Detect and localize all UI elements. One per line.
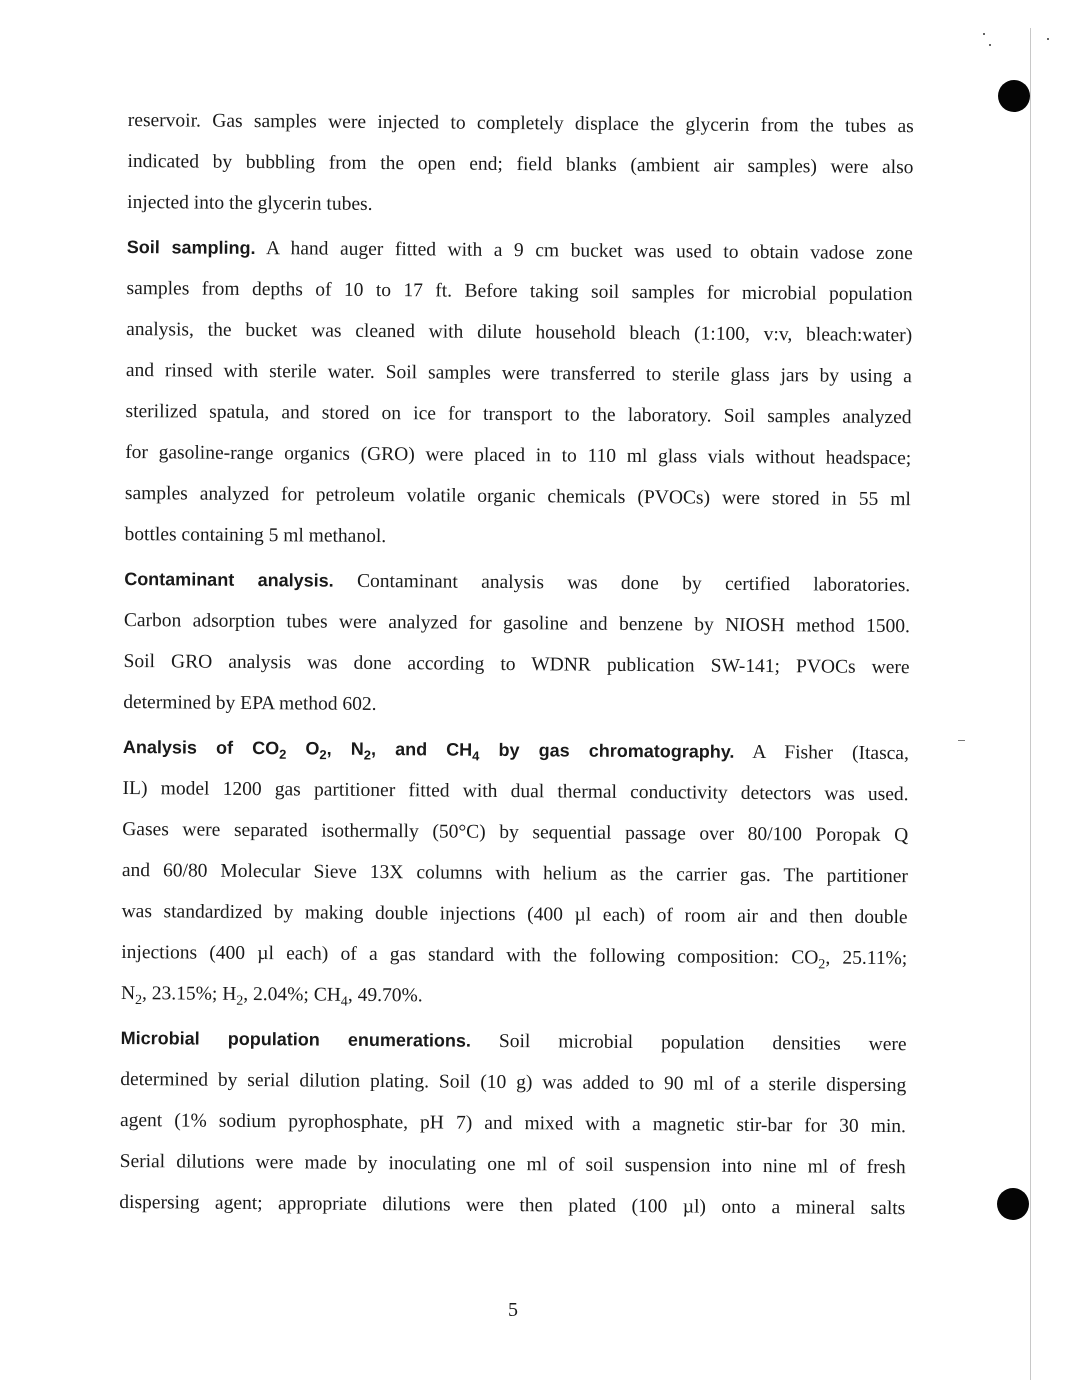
text-line: Serial dilutions were made by inoculating one ml of soil suspension into nine ml of fresh [119,1150,906,1179]
text-line: and 60/80 Molecular Sieve 13X columns with helium as the carrier gas. The partitioner [121,859,909,888]
section-heading-gas-chromatography: Analysis of $CO_2$ $O_2$, $N_2$, and $CH_4$ by gas chromatography. [122,736,735,764]
text-line: determined by serial dilution plating. Soil (10 g) was added to 90 ml of a sterile dispersing [120,1068,907,1097]
punch-hole-bottom [997,1188,1029,1220]
text-line: injected into the glycerin tubes. [127,191,373,215]
paragraph-intro [127,100,914,229]
text-line: dispersing agent; appropriate dilutions were then plated (100 µl) onto a mineral salts [119,1191,906,1220]
text-line: determined by EPA method 602. [123,691,377,715]
text-line: bottles containing 5 ml methanol. [124,523,387,548]
paragraph-contaminant-analysis [123,559,910,729]
text-segment: Contaminant analysis was done by certified laboratories. [357,570,911,597]
paragraph-microbial-enumerations [119,1018,907,1229]
page-number: 5 [508,1299,518,1321]
text-line [123,727,909,774]
text-line [124,559,910,606]
text-segment: A hand auger fitted with a 9 cm bucket was used to obtain vadose zone [265,238,913,265]
text-segment: A Fisher (Itasca, [752,741,909,765]
text-segment: Soil microbial population densities were [498,1030,907,1056]
speck-mark [1047,38,1049,40]
text-line: Soil GRO analysis was done according to WDNR publication SW-141; PVOCs were [123,650,910,679]
text-line: IL) model 1200 gas partitioner fitted with dual thermal conductivity detectors was used. [122,777,909,806]
text-line [127,227,913,274]
section-heading-microbial: Microbial population enumerations. [120,1027,471,1051]
text-line: injections (400 µl each) of a gas standard with the following composition: $CO_2$, 25.11%; [121,941,908,973]
paragraph-gas-chromatography [121,727,909,1020]
section-heading-contaminant-analysis: Contaminant analysis. [124,568,334,591]
speck-mark [983,33,985,35]
text-line: and rinsed with sterile water. Soil samples were transferred to sterile glass jars by using a [125,359,912,388]
body-text [119,100,914,1229]
text-line: sterilized spatula, and stored on ice for transport to the laboratory. Soil samples analyzed [125,400,912,429]
stray-mark [958,740,965,741]
text-line: for gasoline-range organics (GRO) were placed in to 110 ml glass vials without headspace; [125,441,912,470]
text-line: reservoir. Gas samples were injected to completely displace the glycerin from the tubes as [127,109,914,138]
text-line: agent (1% sodium pyrophosphate, pH 7) and mixed with a magnetic stir-bar for 30 min. [119,1109,907,1138]
text-line: indicated by bubbling from the open end; field blanks (ambient air samples) were also [127,150,914,179]
paragraph-soil-sampling [124,227,913,561]
speck-mark [989,44,991,46]
text-line: was standardized by making double injections (400 µl each) of room air and then double [121,900,908,929]
text-line: samples from depths of 10 to 17 ft. Before taking soil samples for microbial population [126,277,913,306]
punch-hole-top [998,80,1030,112]
text-line: $N_2$, 23.15%; $H_2$, 2.04%; $CH_4$, 49.70%. [120,982,423,1010]
text-line [120,1018,906,1065]
text-line: samples analyzed for petroleum volatile organic chemicals (PVOCs) were stored in 55 ml [124,482,911,511]
page-edge-line [1030,28,1031,1380]
text-line: analysis, the bucket was cleaned with dilute household bleach (1:100, v:v, bleach:water) [126,318,913,347]
text-line: Gases were separated isothermally (50°C) by sequential passage over 80/100 Poropak Q [122,818,909,847]
text-line: Carbon adsorption tubes were analyzed for gasoline and benzene by NIOSH method 1500. [123,609,910,638]
section-heading-soil-sampling: Soil sampling. [126,236,256,259]
